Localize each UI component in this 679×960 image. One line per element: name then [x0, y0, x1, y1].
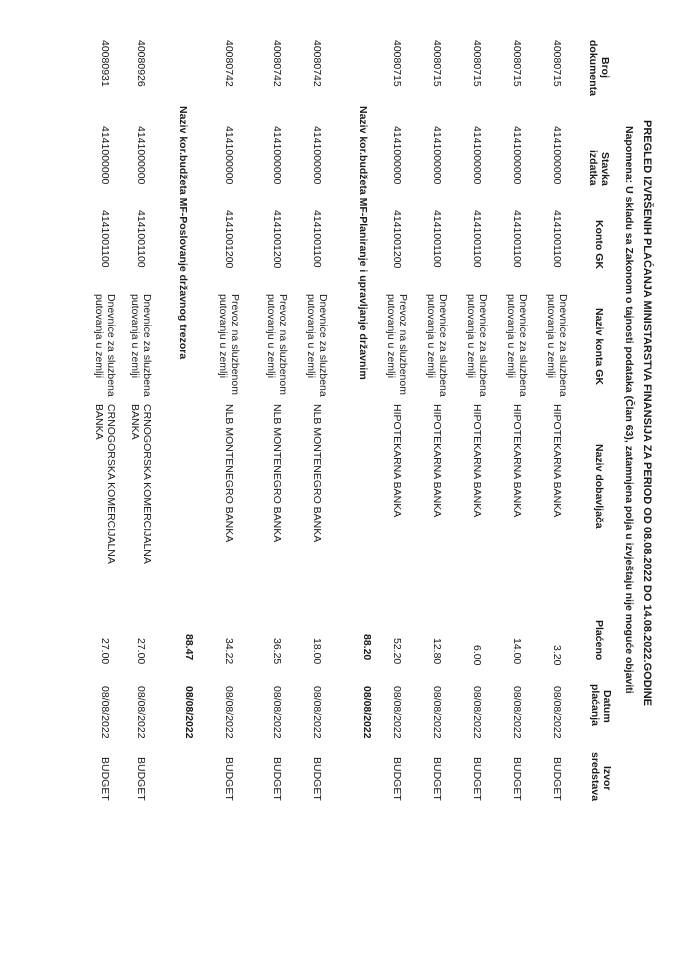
- cell-izvor: BUDGET: [471, 757, 483, 801]
- report-title: PREGLED IZVRŠENIH PLAĆANJA MINISTARSTVA FINANSIJA ZA PERIOD OD 08.08.2022 DO 14.08.2022.GODINE: [641, 120, 653, 706]
- header-naziv-konta: Naziv konta GK: [593, 308, 605, 386]
- cell-placeno: 12.80: [431, 638, 443, 665]
- cell-dobavljac: CRNOGORSKA KOMERCIJALNA BANKA: [128, 404, 153, 564]
- cell-konto: 4141001200: [271, 210, 283, 269]
- cell-datum: 08/08/2022: [471, 686, 483, 739]
- cell-naziv-konta: Dnevnice za sluzbena putovanja u zemlji: [128, 294, 153, 397]
- cell-datum: 08/08/2022: [135, 686, 147, 739]
- cell-konto: 4141001200: [391, 210, 403, 269]
- header-stavka-line1: Stavka: [599, 152, 611, 186]
- cell-broj: 40080931: [99, 40, 111, 87]
- cell-naziv-konta: Dnevnice za sluzbena putovanja u zemlji: [544, 294, 569, 397]
- cell-dobavljac: CRNOGORSKA KOMERCIJALNA BANKA: [92, 404, 117, 564]
- cell-placeno: 52.20: [391, 638, 403, 665]
- cell-stavka: 4141000000: [271, 126, 283, 185]
- cell-konto: 4141001100: [471, 210, 483, 268]
- cell-konto: 4141001100: [99, 210, 111, 268]
- cell-placeno: 6.00: [471, 645, 483, 666]
- cell-stavka: 4141000000: [311, 126, 323, 185]
- header-datum-line2: plaćanja: [589, 684, 601, 727]
- header-dobavljac: Naziv dobavljača: [593, 444, 605, 529]
- cell-stavka: 4141000000: [431, 126, 443, 185]
- cell-dobavljac: NLB MONTENEGRO BANKA: [271, 404, 283, 543]
- cell-broj: 40080926: [135, 40, 147, 87]
- cell-datum: 08/08/2022: [223, 686, 235, 739]
- cell-datum: 08/08/2022: [511, 686, 523, 739]
- cell-naziv-konta: Dnevnice za sluzbena putovanja u zemlji: [504, 294, 529, 397]
- header-datum-line1: Datum: [601, 690, 613, 723]
- cell-dobavljac: NLB MONTENEGRO BANKA: [223, 404, 235, 543]
- cell-broj: 40080715: [431, 40, 443, 87]
- cell-placeno: 34.22: [223, 638, 235, 665]
- cell-broj: 40080715: [391, 40, 403, 87]
- cell-naziv-konta: Prevoz na sluzbenom putovanju u zemlji: [216, 294, 241, 395]
- cell-stavka: 4141000000: [471, 126, 483, 185]
- cell-datum: 08/08/2022: [99, 686, 111, 739]
- cell-izvor: BUDGET: [99, 757, 111, 801]
- cell-broj: 40080715: [471, 40, 483, 87]
- cell-datum: 08/08/2022: [271, 686, 283, 739]
- cell-dobavljac: NLB MONTENEGRO BANKA: [311, 404, 323, 543]
- cell-naziv-konta: Prevoz na sluzbenom putovanju u zemlji: [384, 294, 409, 395]
- cell-placeno: 27.00: [99, 638, 111, 665]
- header-izvor-line2: sredstava: [589, 752, 601, 802]
- cell-broj: 40080742: [223, 40, 235, 87]
- cell-izvor: BUDGET: [511, 757, 523, 801]
- cell-konto: 4141001200: [223, 210, 235, 269]
- cell-broj: 40080742: [271, 40, 283, 87]
- cell-stavka: 4141000000: [99, 126, 111, 185]
- cell-konto: 4141001100: [431, 210, 443, 268]
- cell-izvor: BUDGET: [311, 757, 323, 801]
- cell-placeno: 36.25: [271, 638, 283, 665]
- cell-broj: 40080715: [551, 40, 563, 87]
- section-total-date: 08/08/2022: [361, 686, 373, 739]
- header-konto: Konto GK: [593, 220, 605, 269]
- cell-izvor: BUDGET: [391, 757, 403, 801]
- cell-datum: 08/08/2022: [311, 686, 323, 739]
- section-total-amount: 88.20: [361, 634, 373, 661]
- cell-konto: 4141001100: [551, 210, 563, 268]
- section-heading: Naziv kor.budžeta MF-Poslovanje državnog trezora: [177, 106, 189, 360]
- header-placeno: Plaćeno: [593, 620, 605, 661]
- cell-naziv-konta: Dnevnice za sluzbena putovanja u zemlji: [424, 294, 449, 397]
- cell-izvor: BUDGET: [223, 757, 235, 801]
- cell-naziv-konta: Dnevnice za sluzbena putovanja u zemlji: [92, 294, 117, 397]
- cell-stavka: 4141000000: [551, 126, 563, 185]
- cell-naziv-konta: Prevoz na sluzbenom putovanju u zemlji: [264, 294, 289, 395]
- cell-stavka: 4141000000: [135, 126, 147, 185]
- header-stavka-line2: izdatka: [587, 150, 599, 186]
- cell-stavka: 4141000000: [391, 126, 403, 185]
- cell-izvor: BUDGET: [431, 757, 443, 801]
- cell-izvor: BUDGET: [551, 757, 563, 801]
- section-heading: Naziv kor.budžeta MF-Planiranje i upravljanje državnim: [357, 106, 369, 380]
- cell-dobavljac: HIPOTEKARNA BANKA: [431, 404, 443, 518]
- cell-dobavljac: HIPOTEKARNA BANKA: [511, 404, 523, 518]
- cell-konto: 4141001100: [135, 210, 147, 268]
- cell-dobavljac: HIPOTEKARNA BANKA: [391, 404, 403, 518]
- cell-placeno: 3.20: [551, 645, 563, 666]
- cell-naziv-konta: Dnevnice za sluzbena putovanja u zemlji: [464, 294, 489, 397]
- cell-placeno: 14.00: [511, 638, 523, 665]
- report-note: Napomena: U skladu sa Zakonom o tajnosti podataka (Član 63), zatamnjena polja u izvještaju nije moguće objaviti: [623, 126, 635, 694]
- cell-placeno: 18.00: [311, 638, 323, 665]
- cell-izvor: BUDGET: [135, 757, 147, 801]
- cell-stavka: 4141000000: [223, 126, 235, 185]
- section-total-date: 08/08/2022: [183, 686, 195, 739]
- cell-naziv-konta: Dnevnice za sluzbena putovanja u zemlji: [304, 294, 329, 397]
- header-izvor-line1: Izvor: [601, 766, 613, 791]
- header-broj-line2: dokumenta: [587, 40, 599, 97]
- cell-konto: 4141001100: [511, 210, 523, 268]
- header-broj-line1: Broj: [599, 57, 611, 78]
- cell-dobavljac: HIPOTEKARNA BANKA: [471, 404, 483, 518]
- cell-datum: 08/08/2022: [551, 686, 563, 739]
- cell-stavka: 4141000000: [511, 126, 523, 185]
- cell-izvor: BUDGET: [271, 757, 283, 801]
- cell-datum: 08/08/2022: [391, 686, 403, 739]
- cell-datum: 08/08/2022: [431, 686, 443, 739]
- cell-konto: 4141001100: [311, 210, 323, 268]
- cell-placeno: 27.00: [135, 638, 147, 665]
- cell-dobavljac: HIPOTEKARNA BANKA: [551, 404, 563, 518]
- section-total-amount: 88.47: [183, 634, 195, 661]
- cell-broj: 40080715: [511, 40, 523, 87]
- cell-broj: 40080742: [311, 40, 323, 87]
